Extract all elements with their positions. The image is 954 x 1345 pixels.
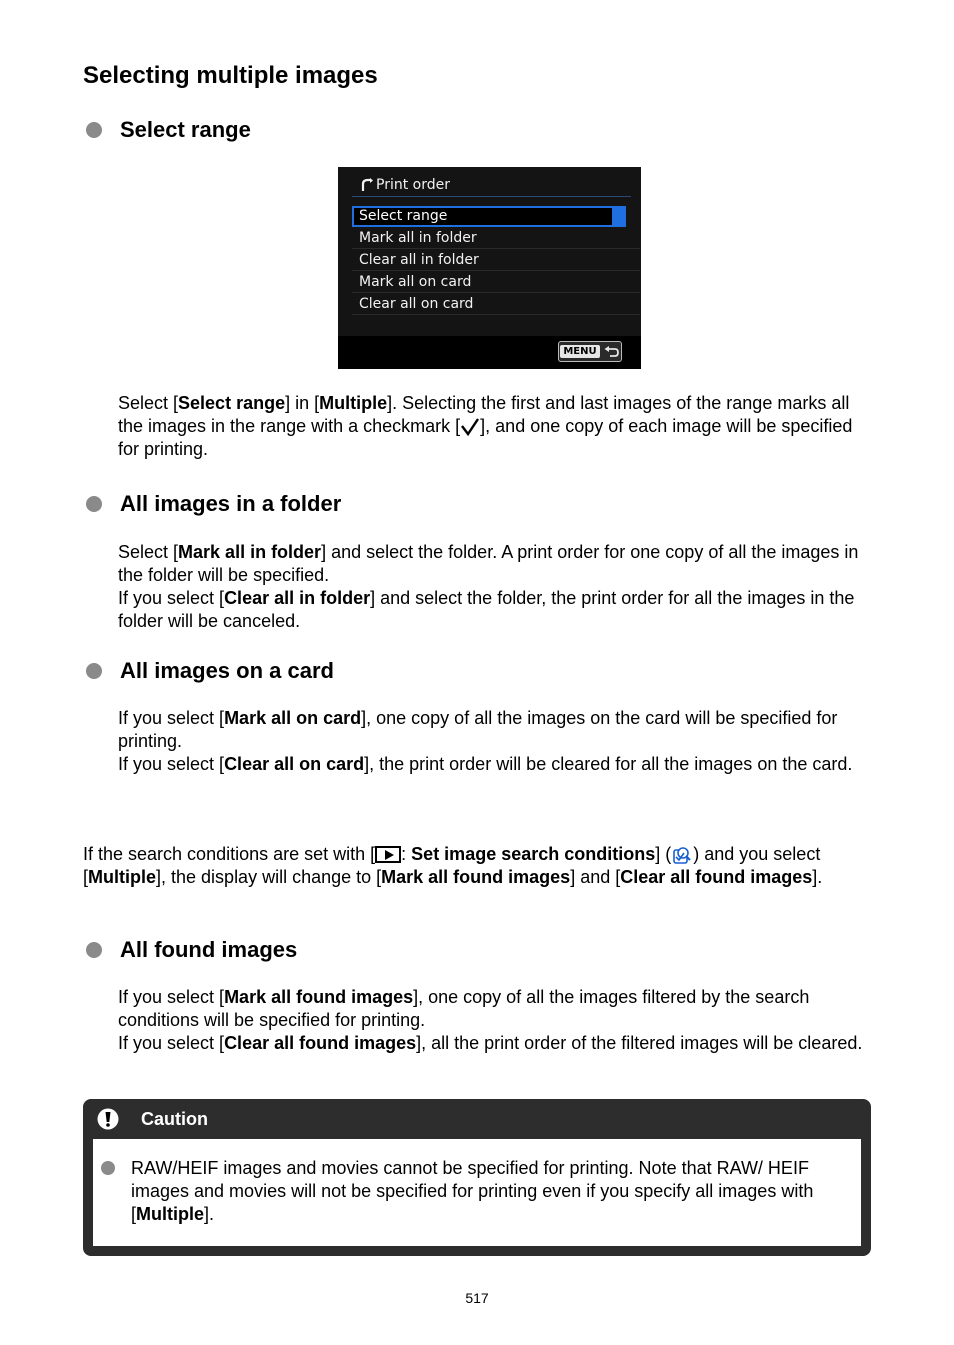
section-heading-found (86, 935, 297, 965)
bullet-icon (86, 942, 102, 958)
title-divider (352, 196, 631, 197)
page-number: 517 (465, 1290, 489, 1306)
bullet-icon (101, 1161, 115, 1175)
bullet-icon (86, 663, 102, 679)
checkmark-icon (460, 417, 480, 437)
menu-button-label: MENU (560, 345, 599, 358)
caution-box (83, 1099, 871, 1256)
paragraph-folder: Select [Mark all in folder] and select the folder. A print order for one copy of all the images in the folder will be specified. If you select [Clear all in folder] and select the folder, the print order for all the images in the folder will be canceled. (118, 542, 859, 631)
camera-menu-item[interactable]: Mark all on card (352, 272, 640, 293)
section-heading-folder (86, 489, 341, 519)
camera-footer (338, 336, 641, 369)
camera-title-text: Print order (376, 177, 450, 193)
camera-menu-item[interactable]: Clear all on card (352, 294, 640, 315)
camera-screen-title (360, 177, 450, 193)
section-title: Select range (120, 117, 251, 142)
return-icon (604, 346, 620, 358)
section-heading-select-range (86, 115, 251, 145)
section-title: All images on a card (120, 658, 334, 683)
camera-menu-item[interactable]: Clear all in folder (352, 250, 640, 271)
bullet-icon (86, 496, 102, 512)
print-order-icon (360, 178, 374, 192)
camera-screen (338, 167, 641, 369)
menu-back-button[interactable] (558, 341, 622, 362)
caution-title: Caution (141, 1108, 208, 1129)
playback-icon (375, 846, 401, 863)
paragraph-select-range: Select [Select range] in [Multiple]. Selecting the first and last images of the range marks all the images in the range with a checkmark [ ], and one copy of each image will be specified for printing. (118, 393, 853, 459)
camera-menu-item[interactable]: Mark all in folder (352, 228, 640, 249)
caution-header (97, 1107, 208, 1131)
caution-body (93, 1139, 861, 1246)
section-title: All images in a folder (120, 491, 342, 516)
search-conditions-icon (671, 845, 693, 865)
paragraph-found: If you select [Mark all found images], one copy of all the images filtered by the search conditions will be specified for printing. If you select [Clear all found images], all the print order of the filtered images will be cleared. (118, 987, 863, 1053)
camera-menu-empty-row (352, 316, 640, 337)
page-title: Selecting multiple images (83, 62, 378, 89)
warning-icon (97, 1108, 119, 1130)
section-heading-card (86, 656, 334, 686)
paragraph-card: If you select [Mark all on card], one copy of all the images on the card will be specified for printing. If you select [Clear all on card], the print order will be cleared for all the images on the card. (118, 708, 853, 774)
camera-menu-item[interactable]: Select range (352, 206, 626, 227)
section-title: All found images (120, 937, 298, 962)
caution-text: RAW/HEIF images and movies cannot be specified for printing. Note that RAW/ HEIF images and movies will not be specified for printing even if you specify all images with [Multiple]. (131, 1158, 814, 1224)
bullet-icon (86, 122, 102, 138)
paragraph-search-conditions: If the search conditions are set with [ : Set image search conditions] ( ) and you select [Multiple], the display will change to [Mark all found images] and [Clear all found images]. (83, 844, 823, 887)
